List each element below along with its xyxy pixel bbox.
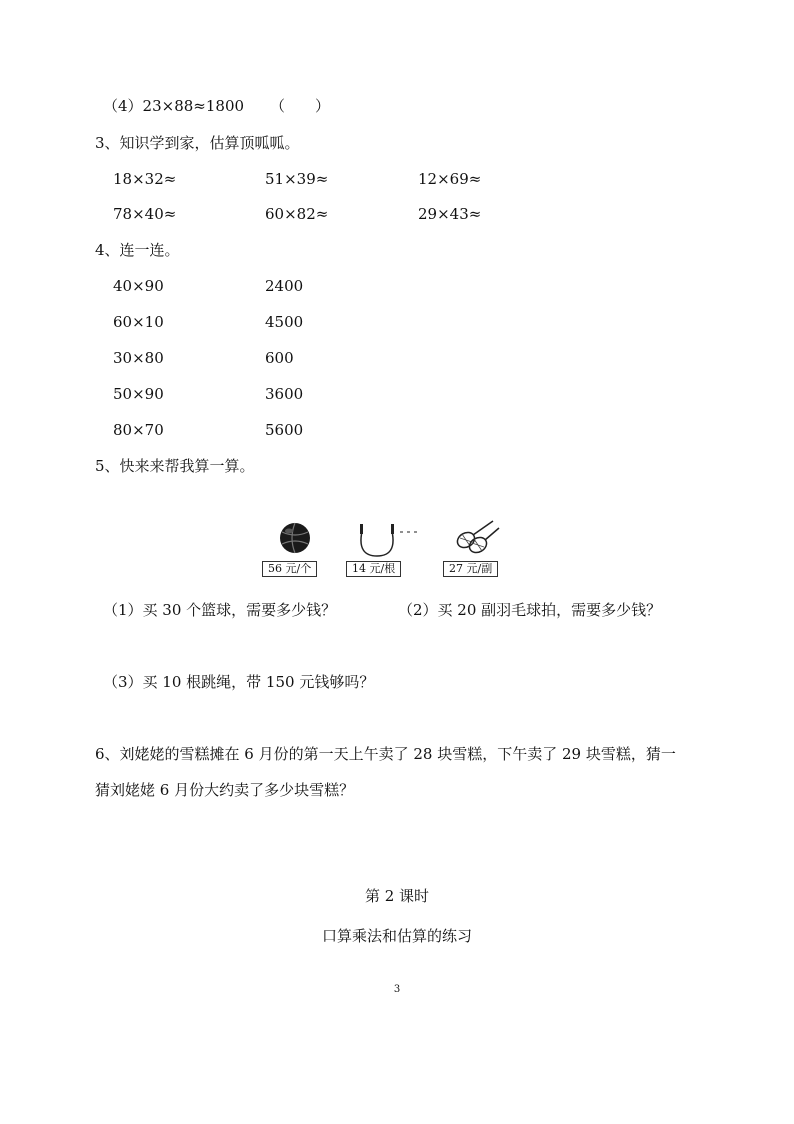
price-tag: 27 元/副 (443, 561, 498, 577)
q4-left-expr[interactable]: 60×10 (113, 313, 164, 331)
q6-line2: 猜刘姥姥 6 月份大约卖了多少块雪糕？ (95, 781, 355, 799)
q3-expr: 51×39≈ (265, 170, 329, 188)
lesson-title: 第 2 课时 (364, 887, 430, 905)
q5-title: 5、快来来帮我算一算。 (95, 457, 255, 475)
q6-line1: 6、刘姥姥的雪糕摊在 6 月份的第一天上午卖了 28 块雪糕，下午卖了 29 块雪糕，猜一 (95, 745, 676, 763)
q3-expr: 12×69≈ (418, 170, 482, 188)
product-jump-rope (340, 518, 420, 560)
q4-left-expr[interactable]: 80×70 (113, 421, 164, 439)
price-tag: 14 元/根 (346, 561, 401, 577)
q2-item4-label: （4）23×88≈1800 (103, 97, 245, 115)
q3-expr: 18×32≈ (113, 170, 177, 188)
q4-left-expr[interactable]: 30×80 (113, 349, 164, 367)
q4-left-expr[interactable]: 40×90 (113, 277, 164, 295)
q4-right-value[interactable]: 600 (265, 349, 294, 367)
q4-title: 4、连一连。 (95, 241, 180, 259)
q3-expr: 29×43≈ (418, 205, 482, 223)
q4-right-value[interactable]: 2400 (265, 277, 304, 295)
q5-sub2: （2）买 20 副羽毛球拍，需要多少钱？ (398, 601, 662, 619)
basketball-icon (262, 518, 328, 558)
product-badminton-rackets (445, 518, 505, 560)
q4-right-value[interactable]: 5600 (265, 421, 304, 439)
q3-expr: 78×40≈ (113, 205, 177, 223)
q3-expr: 60×82≈ (265, 205, 329, 223)
q5-sub1: （1）买 30 个篮球，需要多少钱？ (103, 601, 337, 619)
q3-title: 3、知识学到家，估算顶呱呱。 (95, 134, 300, 152)
badminton-racket-icon (445, 518, 505, 560)
jump-rope-icon (340, 518, 420, 560)
q4-right-value[interactable]: 3600 (265, 385, 304, 403)
q5-sub3: （3）买 10 根跳绳，带 150 元钱够吗？ (103, 673, 375, 691)
q4-right-value[interactable]: 4500 (265, 313, 304, 331)
lesson-subtitle: 口算乘法和估算的练习 (321, 927, 472, 945)
q2-item4-answer-blank[interactable]: （ ） (270, 97, 331, 115)
page-number: 3 (393, 984, 401, 995)
price-tag: 56 元/个 (262, 561, 317, 577)
q4-left-expr[interactable]: 50×90 (113, 385, 164, 403)
